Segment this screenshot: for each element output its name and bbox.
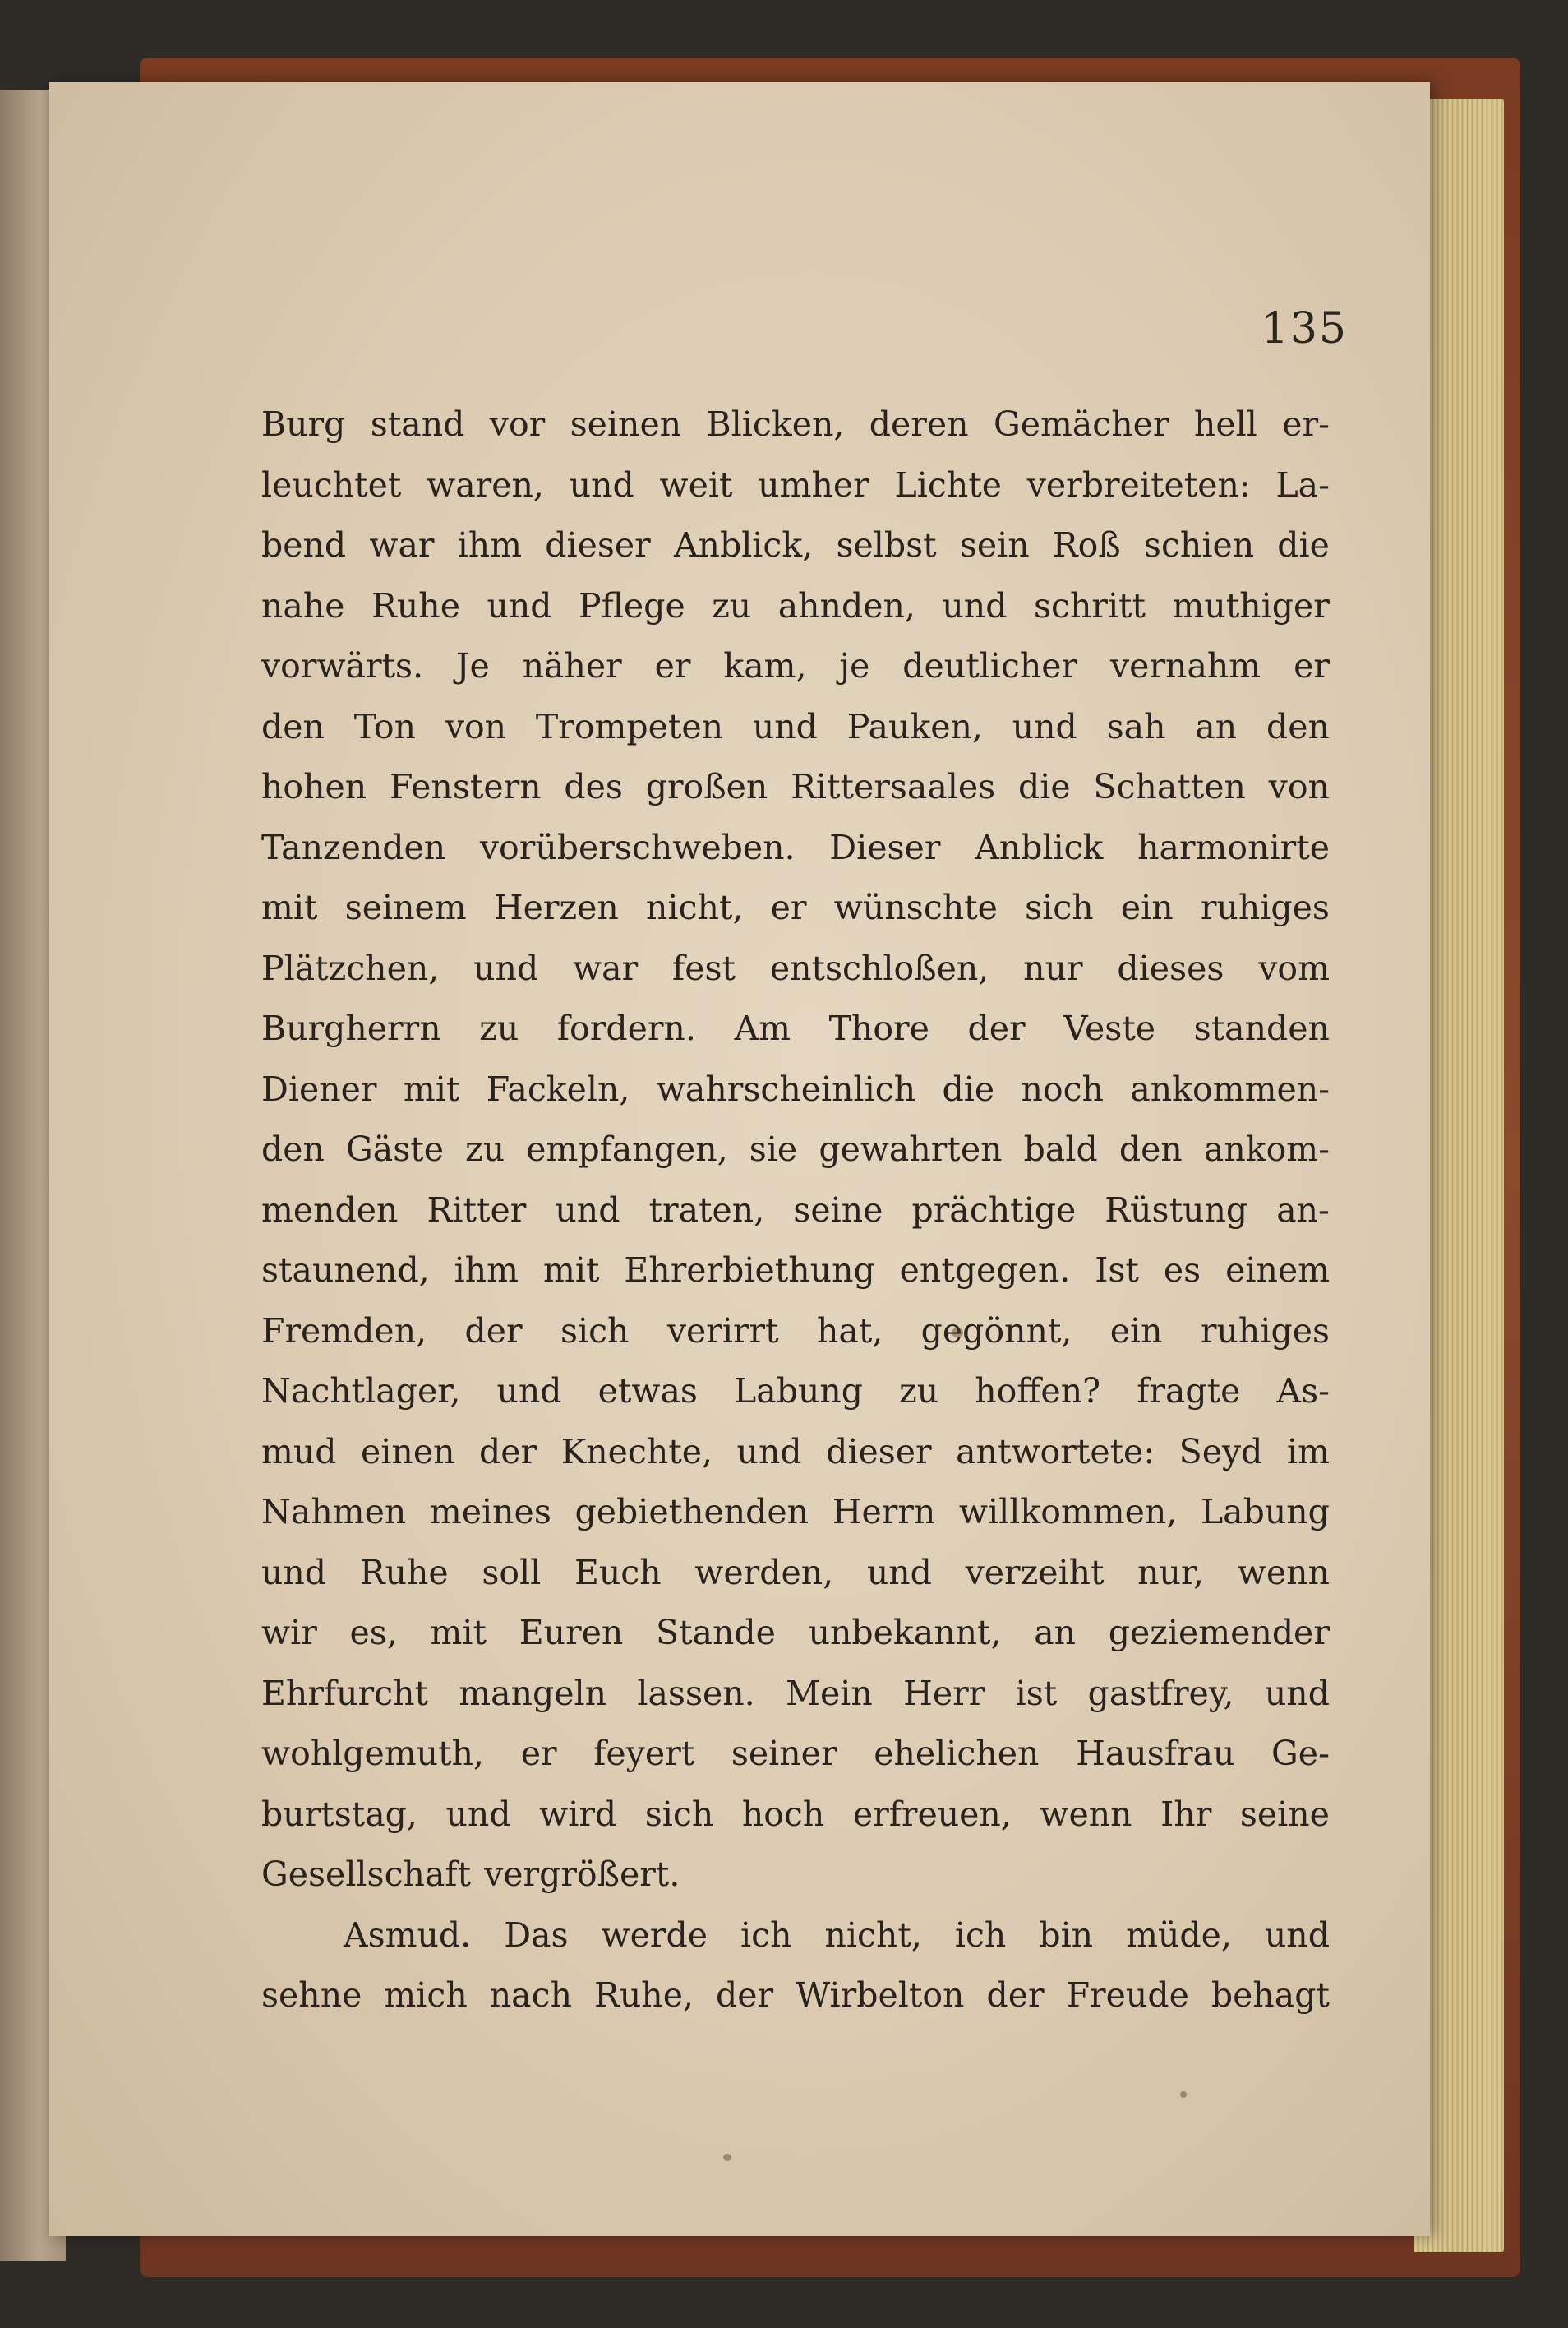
word: meines — [429, 1492, 551, 1531]
word: Diener — [261, 1069, 377, 1109]
word: Rüstung — [1105, 1189, 1248, 1230]
word: gastfrey, — [1087, 1673, 1234, 1713]
word: ehelichen — [874, 1734, 1040, 1773]
word: staunend, — [261, 1250, 430, 1290]
word: Mein — [786, 1673, 873, 1713]
word: an — [1195, 706, 1238, 746]
word: soll — [482, 1552, 542, 1592]
word: prächtige — [911, 1189, 1077, 1230]
word: sich — [1025, 888, 1094, 927]
word: wird — [539, 1794, 617, 1834]
word: Seyd — [1178, 1431, 1263, 1471]
word: antwortete: — [956, 1431, 1155, 1471]
word: nach — [489, 1975, 572, 2015]
text-line — [261, 757, 1330, 818]
word: zu — [465, 1129, 505, 1169]
text-line — [261, 1180, 1330, 1241]
text-line — [261, 1543, 1330, 1604]
word: an — [1034, 1613, 1077, 1652]
word: dieser — [545, 525, 651, 565]
word: und — [1264, 1915, 1330, 1955]
word: schritt — [1033, 585, 1146, 626]
word: traten, — [648, 1189, 765, 1230]
word: nur — [1023, 948, 1083, 988]
word: und — [1012, 706, 1077, 746]
text-line — [261, 878, 1330, 939]
word: Labung — [734, 1371, 864, 1411]
word: es, — [349, 1613, 398, 1652]
word: noch — [1021, 1069, 1104, 1109]
word: wünschte — [833, 888, 998, 927]
word: nicht, — [824, 1915, 922, 1955]
word: vorwärts. — [261, 646, 424, 686]
word: Ton — [353, 706, 416, 746]
word: stand — [370, 404, 465, 444]
word: Fremden, — [261, 1310, 427, 1351]
word: die — [1277, 525, 1330, 565]
word: unbekannt, — [808, 1613, 1002, 1652]
word: Ritter — [427, 1189, 527, 1230]
word: sich — [560, 1310, 630, 1351]
word: bald — [1023, 1129, 1098, 1169]
word: As- — [1276, 1371, 1330, 1411]
word: Knechte, — [560, 1431, 713, 1471]
word: umher — [758, 464, 869, 505]
word: etwas — [597, 1371, 698, 1411]
word: Hausfrau — [1076, 1734, 1235, 1773]
word: fest — [672, 948, 736, 988]
word: den — [1266, 706, 1330, 746]
word: Burg — [261, 404, 346, 444]
word: Anblick — [975, 827, 1104, 867]
word: seiner — [731, 1734, 837, 1773]
word: Labung — [1200, 1492, 1330, 1531]
word: wohlgemuth, — [261, 1734, 485, 1773]
word: hoffen? — [975, 1371, 1101, 1411]
text-line — [261, 1965, 1330, 2026]
word: und — [752, 706, 818, 746]
word: den — [1118, 1129, 1183, 1169]
word: die — [1017, 767, 1071, 806]
word: einen — [361, 1431, 455, 1471]
text-line — [261, 576, 1330, 637]
text-line — [261, 1301, 1330, 1362]
ink-smudge — [723, 2154, 731, 2161]
word: Euch — [574, 1552, 662, 1592]
word: Thore — [828, 1009, 929, 1048]
text-line — [261, 1724, 1330, 1785]
word: mit — [261, 888, 318, 927]
word: nur, — [1137, 1552, 1205, 1592]
word: die — [942, 1069, 995, 1109]
word: Stande — [655, 1613, 776, 1652]
text-line — [261, 999, 1330, 1060]
word: behagt — [1211, 1975, 1330, 2015]
word: ich — [954, 1915, 1007, 1955]
word: war — [369, 525, 435, 565]
word: Asmud. — [344, 1915, 472, 1955]
word: Freude — [1066, 1975, 1189, 2015]
word: verzeiht — [965, 1552, 1105, 1592]
text-line — [261, 395, 1330, 455]
word: Wirbelton — [796, 1975, 965, 2015]
word: ankom- — [1203, 1129, 1330, 1169]
word: Fenstern — [389, 767, 542, 806]
word: und — [487, 585, 552, 626]
text-line — [261, 1240, 1330, 1301]
text-line — [261, 1482, 1330, 1543]
word: standen — [1193, 1009, 1330, 1048]
word: Gesellschaft — [261, 1855, 472, 1894]
word: näher — [522, 646, 622, 686]
word: und — [261, 1552, 327, 1592]
word: gegönnt, — [920, 1310, 1072, 1351]
word: und — [473, 948, 539, 988]
text-line — [261, 939, 1330, 1000]
word: Dieser — [829, 827, 941, 867]
word: schien — [1143, 525, 1255, 565]
word: Trompeten — [535, 706, 724, 746]
word: der — [716, 1975, 774, 2015]
word: ein — [1109, 1310, 1163, 1351]
word: dieses — [1117, 948, 1224, 988]
word: leuchtet — [261, 464, 402, 505]
word: Das — [504, 1915, 569, 1955]
word: er — [1294, 646, 1330, 686]
word: hoch — [741, 1794, 825, 1834]
word: Blicken, — [706, 404, 845, 444]
word: wenn — [1040, 1794, 1132, 1834]
word: ruhiges — [1200, 888, 1330, 927]
word: Pauken, — [846, 706, 983, 746]
word: hohen — [261, 767, 367, 806]
word: ich — [740, 1915, 792, 1955]
word: fragte — [1137, 1371, 1241, 1411]
word: sehne — [261, 1975, 362, 2015]
word: mich — [384, 1975, 468, 2015]
word: an- — [1276, 1189, 1330, 1230]
word: vergrößert. — [484, 1855, 680, 1894]
word: sah — [1106, 706, 1166, 746]
word: menden — [261, 1189, 399, 1230]
word: ankommen- — [1130, 1069, 1330, 1109]
word: seinen — [570, 404, 682, 444]
text-line — [261, 636, 1330, 697]
word: ihm — [454, 1250, 519, 1290]
text-line — [261, 1664, 1330, 1725]
word: Je — [456, 646, 490, 686]
word: er — [770, 888, 807, 927]
word: er — [654, 646, 691, 686]
word: hell — [1193, 404, 1257, 444]
word: verbreiteten: — [1026, 464, 1251, 505]
word: muthiger — [1172, 585, 1330, 626]
book-page — [49, 82, 1430, 2236]
word: und — [496, 1371, 562, 1411]
word: Pflege — [579, 585, 685, 626]
word: entgegen. — [899, 1250, 1071, 1290]
word: ahnden, — [777, 585, 915, 626]
word: gebiethenden — [574, 1492, 809, 1531]
word: Plätzchen, — [261, 948, 440, 988]
word: vom — [1258, 948, 1330, 988]
word: burtstag, — [261, 1794, 417, 1834]
word: willkommen, — [958, 1492, 1178, 1531]
word: dieser — [826, 1431, 932, 1471]
word: Veste — [1063, 1009, 1156, 1048]
word: zu — [479, 1009, 519, 1048]
word: harmonirte — [1137, 827, 1330, 867]
word: es — [1163, 1250, 1201, 1290]
word: er — [520, 1734, 557, 1773]
ink-smudge — [952, 1328, 963, 1337]
text-line — [261, 515, 1330, 576]
word: kam, — [723, 646, 807, 686]
word: Rittersaales — [791, 767, 996, 806]
word: vorüberschweben. — [479, 827, 796, 867]
word: ist — [1015, 1673, 1058, 1713]
text-line — [261, 1845, 1330, 1905]
word: seine — [1239, 1794, 1330, 1834]
text-line — [261, 1422, 1330, 1483]
word: wir — [261, 1613, 317, 1652]
word: Herzen — [493, 888, 619, 927]
word: mit — [403, 1069, 460, 1109]
word: Ist — [1095, 1250, 1139, 1290]
word: hat, — [816, 1310, 883, 1351]
word: La- — [1275, 464, 1330, 505]
word: deutlicher — [902, 646, 1078, 686]
word: Roß — [1052, 525, 1121, 565]
word: geziemender — [1108, 1613, 1330, 1652]
word: Ruhe — [371, 585, 460, 626]
word: nahe — [261, 585, 345, 626]
word: einem — [1225, 1250, 1330, 1290]
word: war — [573, 948, 639, 988]
word: und — [866, 1552, 932, 1592]
word: zu — [712, 585, 752, 626]
word: Gäste — [346, 1129, 445, 1169]
word: den — [261, 1129, 325, 1169]
word: selbst — [836, 525, 937, 565]
word: Ruhe, — [594, 1975, 694, 2015]
word: verirrt — [666, 1310, 779, 1351]
word: und — [445, 1794, 511, 1834]
word: sein — [959, 525, 1030, 565]
word: der — [986, 1975, 1045, 2015]
word: und — [569, 464, 634, 505]
word: seinem — [344, 888, 467, 927]
text-line — [261, 1603, 1330, 1664]
word: Ge- — [1271, 1734, 1330, 1773]
text-line — [261, 1905, 1330, 1966]
body-text — [261, 395, 1330, 2026]
word: bin — [1039, 1915, 1094, 1955]
word: Herr — [903, 1673, 985, 1713]
word: erfreuen, — [852, 1794, 1012, 1834]
text-line — [261, 455, 1330, 516]
word: Ehrerbiethung — [624, 1250, 875, 1290]
ink-smudge — [1180, 2091, 1187, 2098]
word: werde — [601, 1915, 708, 1955]
text-line — [261, 697, 1330, 758]
text-line — [261, 1060, 1330, 1120]
text-line — [261, 1120, 1330, 1180]
word: gewahrten — [819, 1129, 1003, 1169]
word: der — [464, 1310, 523, 1351]
word: weit — [659, 464, 733, 505]
word: mit — [542, 1250, 600, 1290]
word: Lichte — [894, 464, 1002, 505]
word: mud — [261, 1431, 337, 1471]
word: wenn — [1237, 1552, 1330, 1592]
word: nicht, — [646, 888, 744, 927]
word: im — [1286, 1431, 1330, 1471]
word: ihm — [457, 525, 523, 565]
word: empfangen, — [526, 1129, 728, 1169]
word: und — [736, 1431, 802, 1471]
word: fordern. — [556, 1009, 696, 1048]
word: Nahmen — [261, 1492, 407, 1531]
word: feyert — [593, 1734, 695, 1773]
word: sich — [644, 1794, 714, 1834]
word: mit — [430, 1613, 487, 1652]
word: je — [839, 646, 870, 686]
word: Ruhe — [359, 1552, 449, 1592]
word: seine — [793, 1189, 883, 1230]
word: bend — [261, 525, 347, 565]
text-line — [261, 818, 1330, 879]
word: mangeln — [459, 1673, 607, 1713]
text-line — [261, 1361, 1330, 1422]
word: des — [564, 767, 623, 806]
word: und — [1264, 1673, 1330, 1713]
word: den — [261, 706, 325, 746]
word: deren — [869, 404, 969, 444]
word: entschloßen, — [769, 948, 989, 988]
word: werden, — [694, 1552, 834, 1592]
word: der — [478, 1431, 537, 1471]
word: Nachtlager, — [261, 1371, 461, 1411]
word: Euren — [519, 1613, 624, 1652]
word: zu — [899, 1371, 939, 1411]
word: Ehrfurcht — [261, 1673, 428, 1713]
word: Anblick, — [673, 525, 814, 565]
word: müde, — [1126, 1915, 1232, 1955]
word: lassen. — [637, 1673, 755, 1713]
word: sie — [749, 1129, 798, 1169]
word: waren, — [427, 464, 544, 505]
word: und — [555, 1189, 620, 1230]
word: er- — [1282, 404, 1330, 444]
word: Fackeln, — [486, 1069, 630, 1109]
page-number: 135 — [1261, 304, 1348, 353]
word: wahrscheinlich — [656, 1069, 916, 1109]
word: Schatten — [1093, 767, 1246, 806]
word: großen — [645, 767, 768, 806]
word: vor — [489, 404, 546, 444]
word: von — [445, 706, 507, 746]
word: Gemächer — [993, 404, 1169, 444]
word: vernahm — [1110, 646, 1261, 686]
word: und — [942, 585, 1008, 626]
word: Ihr — [1160, 1794, 1212, 1834]
word: Herrn — [832, 1492, 936, 1531]
word: von — [1268, 767, 1330, 806]
word: Am — [734, 1009, 791, 1048]
word: Tanzenden — [261, 827, 446, 867]
text-line — [261, 1785, 1330, 1845]
word: Burgherrn — [261, 1009, 441, 1048]
word: ruhiges — [1200, 1310, 1330, 1351]
word: ein — [1120, 888, 1174, 927]
word: der — [967, 1009, 1026, 1048]
